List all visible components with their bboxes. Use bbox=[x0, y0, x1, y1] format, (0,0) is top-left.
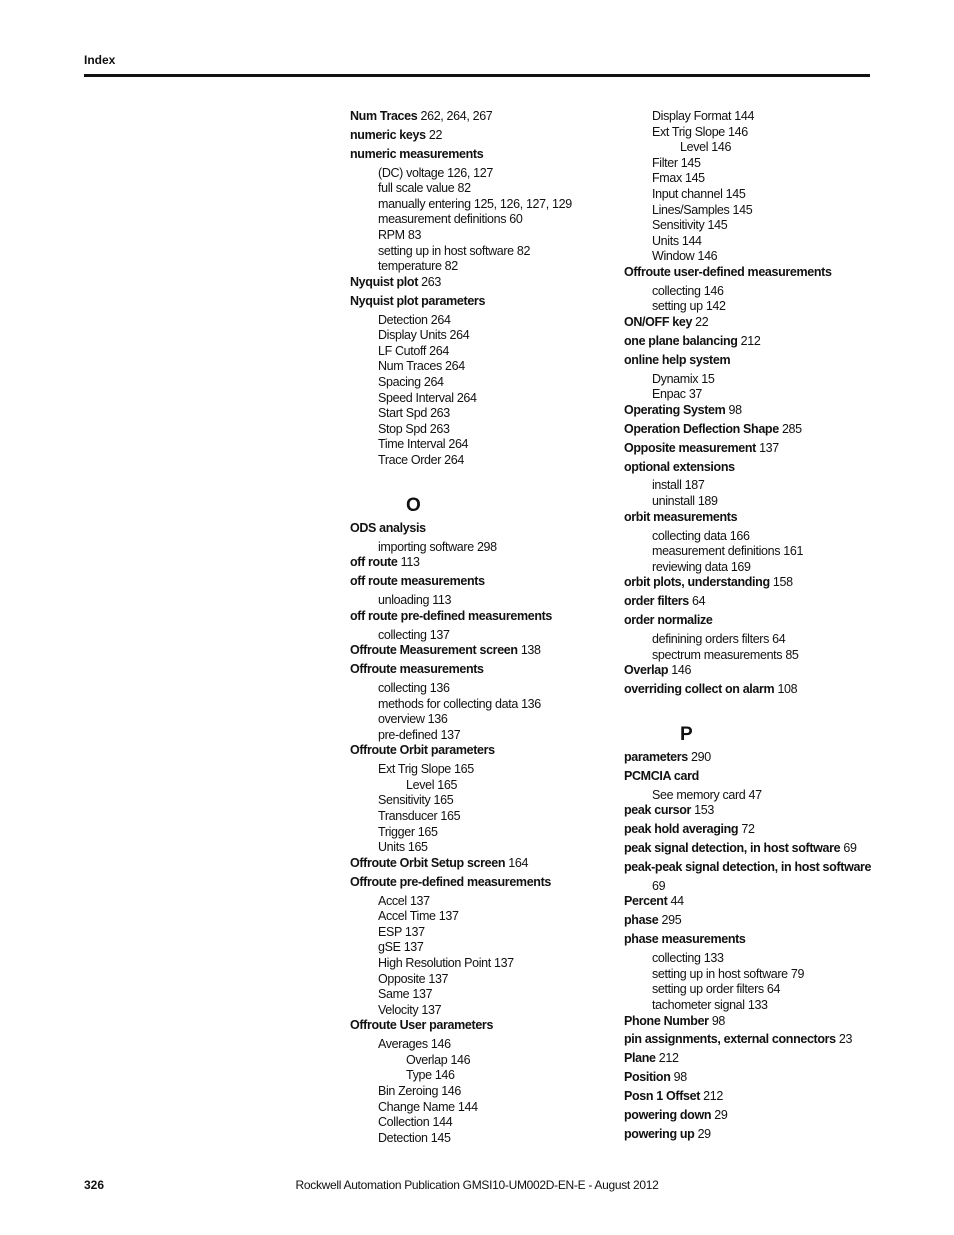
index-subentry: full scale value 82 bbox=[378, 181, 471, 196]
index-term: ON/OFF key bbox=[624, 315, 693, 330]
index-entry bbox=[350, 1018, 620, 1034]
index-term: Nyquist plot bbox=[350, 274, 419, 289]
index-subentry: Trigger 165 bbox=[378, 824, 438, 839]
index-entry bbox=[624, 1014, 874, 1030]
index-term: overriding collect on alarm bbox=[624, 682, 775, 697]
index-entry bbox=[624, 1127, 874, 1143]
index-term: powering down bbox=[624, 1107, 712, 1122]
index-pages: 22 bbox=[695, 315, 709, 330]
index-term: Offroute measurements bbox=[350, 662, 484, 677]
index-term: Offroute Measurement screen bbox=[350, 643, 518, 658]
index-term: Offroute Orbit Setup screen bbox=[350, 855, 506, 870]
index-pages: 29 bbox=[714, 1107, 728, 1122]
index-subentry: Units 144 bbox=[652, 233, 702, 248]
index-pages: 158 bbox=[772, 575, 793, 590]
index-subsubentry: Overlap 146 bbox=[406, 1052, 471, 1067]
page-number: 326 bbox=[84, 1178, 105, 1192]
index-term: Operating System bbox=[624, 402, 726, 417]
index-term: peak signal detection, in host software bbox=[624, 841, 841, 856]
index-term: off route measurements bbox=[350, 574, 485, 589]
index-term: Overlap bbox=[624, 663, 669, 678]
index-term: one plane balancing bbox=[624, 333, 738, 348]
index-term: numeric measurements bbox=[350, 146, 484, 161]
index-pages: 290 bbox=[691, 749, 711, 764]
header-rule bbox=[84, 74, 870, 77]
index-term: Phone Number bbox=[624, 1013, 709, 1028]
index-entry bbox=[350, 147, 620, 163]
index-subentry: collecting data 166 bbox=[652, 528, 750, 543]
index-entry bbox=[624, 353, 874, 369]
index-entry bbox=[350, 643, 620, 659]
index-entry bbox=[350, 609, 620, 625]
index-term: Offroute user-defined measurements bbox=[624, 264, 832, 279]
index-entry bbox=[624, 803, 874, 819]
index-subentry: Accel Time 137 bbox=[378, 909, 459, 924]
index-pages: 212 bbox=[703, 1089, 723, 1104]
index-pages: 98 bbox=[673, 1070, 687, 1085]
index-pages: 153 bbox=[694, 803, 714, 818]
index-subentry: Units 165 bbox=[378, 840, 428, 855]
index-term: peak cursor bbox=[624, 803, 692, 818]
index-term: orbit measurements bbox=[624, 509, 738, 524]
index-entry bbox=[624, 822, 874, 838]
index-subentry: Time Interval 264 bbox=[378, 437, 469, 452]
index-subentry: ESP 137 bbox=[378, 924, 425, 939]
index-entry bbox=[624, 841, 874, 857]
index-subentry: Sensitivity 145 bbox=[652, 218, 728, 233]
index-subentry: Detection 145 bbox=[378, 1130, 451, 1145]
index-term: order filters bbox=[624, 594, 689, 609]
index-term: parameters bbox=[624, 749, 688, 764]
index-pages: 262, 264, 267 bbox=[420, 109, 493, 123]
index-subentry: Display Units 264 bbox=[378, 328, 470, 343]
index-pages: 212 bbox=[658, 1051, 679, 1066]
index-subentry: importing software 298 bbox=[378, 539, 497, 554]
index-subentry: collecting 136 bbox=[378, 680, 450, 695]
index-entry bbox=[350, 128, 620, 144]
index-term: order normalize bbox=[624, 613, 713, 628]
index-subentry: measurement definitions 60 bbox=[378, 212, 523, 227]
index-subentry: LF Cutoff 264 bbox=[378, 343, 449, 358]
index-entry bbox=[624, 403, 874, 419]
index-entry bbox=[624, 575, 874, 591]
index-pages: 263 bbox=[421, 274, 441, 289]
index-entry bbox=[624, 1089, 874, 1105]
index-term: powering up bbox=[624, 1126, 695, 1141]
index-subentry: reviewing data 169 bbox=[652, 559, 751, 574]
index-term: off route bbox=[350, 555, 398, 570]
index-subentry: Enpac 37 bbox=[652, 387, 703, 402]
index-entry bbox=[350, 521, 620, 537]
index-term: numeric keys bbox=[350, 127, 426, 142]
index-subentry: setting up in host software 79 bbox=[652, 966, 805, 981]
index-entry bbox=[624, 460, 874, 476]
index-letter-heading: O bbox=[406, 494, 421, 516]
index-term: Posn 1 Offset bbox=[624, 1089, 701, 1104]
index-subentry: Change Name 144 bbox=[378, 1099, 478, 1114]
index-pages: 138 bbox=[520, 643, 541, 658]
index-pages: 64 bbox=[692, 594, 706, 609]
index-subentry: Ext Trig Slope 146 bbox=[652, 124, 748, 139]
index-subentry: Input channel 145 bbox=[652, 186, 746, 201]
index-pages: 98 bbox=[711, 1013, 726, 1028]
index-subentry: Window 146 bbox=[652, 249, 718, 264]
index-term: Percent bbox=[624, 894, 668, 909]
index-subentry: collecting 146 bbox=[652, 283, 724, 298]
index-term: phase measurements bbox=[624, 932, 746, 947]
index-subentry: High Resolution Point 137 bbox=[378, 955, 514, 970]
index-entry bbox=[624, 1070, 874, 1086]
index-entry bbox=[624, 1032, 874, 1048]
index-entry bbox=[624, 441, 874, 457]
index-subentry: Ext Trig Slope 165 bbox=[378, 762, 474, 777]
index-subentry: See memory card 47 bbox=[652, 787, 762, 802]
index-pages: 69 bbox=[843, 841, 857, 856]
index-subsubentry: Type 146 bbox=[406, 1068, 455, 1083]
index-pages: 22 bbox=[428, 127, 443, 142]
index-term: Offroute pre-defined measurements bbox=[350, 874, 551, 889]
index-subentry: definining orders filters 64 bbox=[652, 631, 786, 646]
index-entry bbox=[624, 769, 874, 785]
index-entry bbox=[350, 555, 620, 571]
index-entry bbox=[624, 750, 874, 766]
index-subsubentry: Level 165 bbox=[406, 777, 458, 792]
index-subentry: Trace Order 264 bbox=[378, 452, 464, 467]
index-pages: 23 bbox=[838, 1032, 853, 1047]
index-entry bbox=[624, 594, 874, 610]
index-entry bbox=[624, 913, 874, 929]
index-subentry: install 187 bbox=[652, 478, 705, 493]
index-term: orbit plots, understanding bbox=[624, 575, 770, 590]
index-subentry: Velocity 137 bbox=[378, 1002, 442, 1017]
index-pages: 113 bbox=[400, 555, 420, 570]
index-entry bbox=[350, 856, 620, 872]
index-subentry: Spacing 264 bbox=[378, 374, 444, 389]
index-subentry: spectrum measurements 85 bbox=[652, 647, 799, 662]
index-term: off route pre-defined measurements bbox=[350, 608, 553, 623]
index-entry bbox=[624, 1051, 874, 1067]
index-subentry: 69 bbox=[652, 878, 666, 893]
index-term: Nyquist plot parameters bbox=[350, 293, 486, 308]
index-entry bbox=[624, 894, 874, 910]
index-subentry: uninstall 189 bbox=[652, 494, 718, 509]
index-term: ODS analysis bbox=[350, 520, 426, 535]
index-pages: 137 bbox=[759, 440, 779, 455]
index-term: phase bbox=[624, 913, 659, 928]
index-entry bbox=[624, 682, 874, 698]
index-pages: 72 bbox=[741, 822, 755, 837]
index-pages: 285 bbox=[781, 421, 802, 436]
index-entry bbox=[350, 875, 620, 891]
index-subentry: setting up order filters 64 bbox=[652, 982, 781, 997]
index-subentry: Collection 144 bbox=[378, 1115, 453, 1130]
index-subentry: Filter 145 bbox=[652, 155, 701, 170]
index-subentry: setting up in host software 82 bbox=[378, 243, 531, 258]
index-pages: 146 bbox=[671, 663, 692, 678]
index-term: pin assignments, external connectors bbox=[624, 1032, 836, 1047]
index-letter-heading: P bbox=[680, 723, 693, 745]
index-entry bbox=[350, 294, 620, 310]
index-term: peak hold averaging bbox=[624, 822, 739, 837]
index-entry bbox=[624, 334, 874, 350]
index-subentry: Dynamix 15 bbox=[652, 371, 715, 386]
index-entry bbox=[350, 574, 620, 590]
index-term: Position bbox=[624, 1070, 671, 1085]
index-entry bbox=[350, 109, 620, 125]
index-term: Offroute User parameters bbox=[350, 1018, 494, 1033]
index-subentry: Stop Spd 263 bbox=[378, 421, 450, 436]
index-entry bbox=[350, 275, 620, 291]
index-pages: 295 bbox=[661, 913, 682, 928]
index-subentry: collecting 133 bbox=[652, 951, 724, 966]
index-subentry: temperature 82 bbox=[378, 259, 458, 274]
index-term: online help system bbox=[624, 352, 731, 367]
index-term: peak-peak signal detection, in host software bbox=[624, 859, 872, 874]
index-subentry: Opposite 137 bbox=[378, 971, 449, 986]
index-entry bbox=[624, 663, 874, 679]
index-entry bbox=[624, 422, 874, 438]
index-subentry: tachometer signal 133 bbox=[652, 997, 768, 1012]
index-subentry: Detection 264 bbox=[378, 312, 451, 327]
index-term: Operation Deflection Shape bbox=[624, 421, 779, 436]
index-subentry: Lines/Samples 145 bbox=[652, 202, 753, 217]
index-subentry: setting up 142 bbox=[652, 299, 726, 314]
publication-line: Rockwell Automation Publication GMSI10-UM002D-EN-E - August 2012 bbox=[295, 1178, 659, 1192]
index-subentry: Averages 146 bbox=[378, 1037, 451, 1052]
index-pages: 29 bbox=[697, 1126, 711, 1141]
index-entry bbox=[624, 613, 874, 629]
index-subentry: overview 136 bbox=[378, 712, 448, 727]
index-subentry: Fmax 145 bbox=[652, 171, 705, 186]
index-entry bbox=[624, 265, 874, 281]
index-term: Plane bbox=[624, 1051, 656, 1066]
index-column-right bbox=[624, 109, 874, 1142]
index-term: optional extensions bbox=[624, 459, 735, 474]
index-entry bbox=[624, 510, 874, 526]
running-header: Index bbox=[84, 53, 116, 67]
index-subentry: Start Spd 263 bbox=[378, 406, 450, 421]
index-subentry: RPM 83 bbox=[378, 228, 422, 243]
index-column-left bbox=[350, 109, 620, 1146]
index-subentry: Display Format 144 bbox=[652, 109, 755, 123]
index-pages: 108 bbox=[777, 682, 798, 697]
index-subentry: measurement definitions 161 bbox=[652, 544, 804, 559]
index-entry bbox=[624, 932, 874, 948]
index-subentry: Same 137 bbox=[378, 987, 433, 1002]
index-subentry: gSE 137 bbox=[378, 940, 424, 955]
index-subentry: Bin Zeroing 146 bbox=[378, 1084, 462, 1098]
index-subentry: (DC) voltage 126, 127 bbox=[378, 165, 493, 180]
index-subentry: Speed Interval 264 bbox=[378, 390, 477, 405]
index-term: Num Traces bbox=[350, 109, 418, 123]
index-subentry: Accel 137 bbox=[378, 893, 430, 908]
index-pages: 212 bbox=[740, 333, 761, 348]
index-subentry: Sensitivity 165 bbox=[378, 793, 454, 808]
index-entry bbox=[350, 662, 620, 678]
index-pages: 164 bbox=[508, 855, 529, 870]
index-subentry: Num Traces 264 bbox=[378, 359, 465, 374]
index-term: Opposite measurement bbox=[624, 440, 756, 455]
index-entry bbox=[624, 1108, 874, 1124]
index-term: Offroute Orbit parameters bbox=[350, 743, 495, 758]
index-term: PCMCIA card bbox=[624, 768, 699, 783]
index-subentry: pre-defined 137 bbox=[378, 727, 461, 742]
index-pages: 44 bbox=[670, 894, 684, 909]
index-subentry: Transducer 165 bbox=[378, 809, 461, 824]
index-entry bbox=[624, 860, 874, 876]
index-subsubentry: Level 146 bbox=[680, 140, 732, 155]
index-subentry: methods for collecting data 136 bbox=[378, 696, 541, 711]
index-subentry: collecting 137 bbox=[378, 627, 450, 642]
index-pages: 98 bbox=[728, 402, 742, 417]
index-subentry: manually entering 125, 126, 127, 129 bbox=[378, 196, 572, 211]
index-entry bbox=[624, 315, 874, 331]
index-entry bbox=[350, 743, 620, 759]
index-subentry: unloading 113 bbox=[378, 593, 452, 608]
